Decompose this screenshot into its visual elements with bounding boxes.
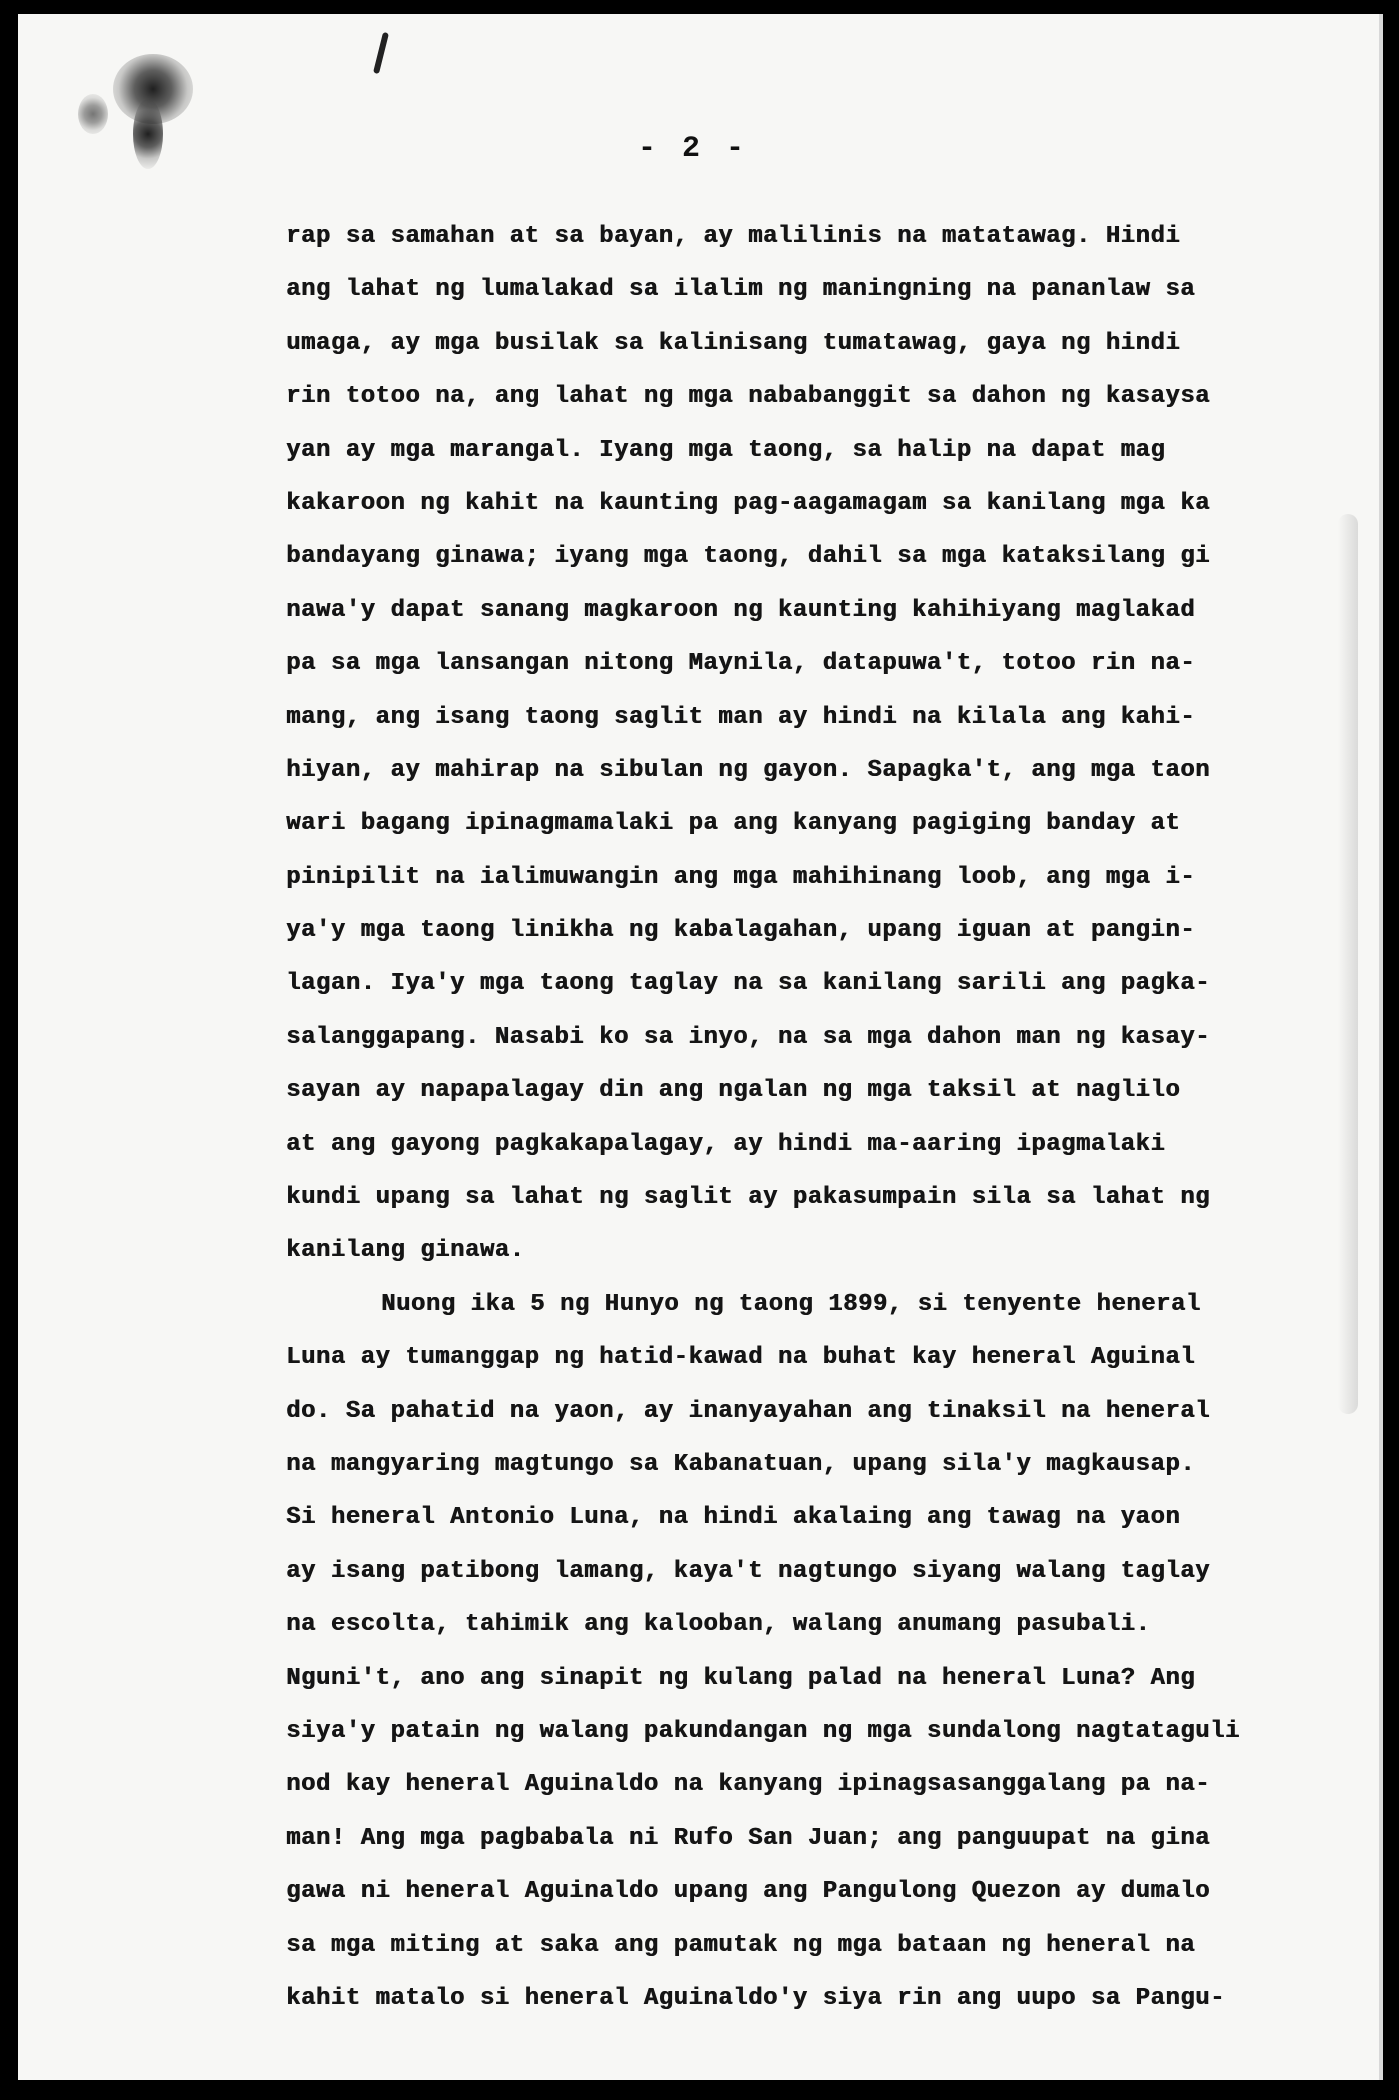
text-line: sayan ay napapalagay din ang ngalan ng mga taksil at naglilo xyxy=(286,1077,1181,1105)
document-page xyxy=(18,14,1383,2080)
text-line: ya'y mga taong linikha ng kabalagahan, upang iguan at pangin- xyxy=(286,917,1196,945)
text-line: lagan. Iya'y mga taong taglay na sa kanilang sarili ang pagka- xyxy=(286,970,1210,998)
text-line: kakaroon ng kahit na kaunting pag-aagamagam sa kanilang mga ka xyxy=(286,489,1210,517)
ink-smudge xyxy=(78,94,108,134)
text-line: mang, ang isang taong saglit man ay hindi na kilala ang kahi- xyxy=(286,703,1196,731)
text-line: kahit matalo si heneral Aguinaldo'y siya rin ang uupo sa Pangu- xyxy=(286,1984,1225,2012)
text-line: Luna ay tumanggap ng hatid-kawad na buhat kay heneral Aguinal xyxy=(286,1344,1196,1372)
text-line: rap sa samahan at sa bayan, ay malilinis na matatawag. Hindi xyxy=(286,223,1181,250)
text-line: nod kay heneral Aguinaldo na kanyang ipinagsasanggalang pa na- xyxy=(286,1771,1210,1799)
text-line: ay isang patibong lamang, kaya't nagtungo siyang walang taglay xyxy=(286,1557,1210,1585)
text-line: sa mga miting at saka ang pamutak ng mga bataan ng heneral na xyxy=(286,1931,1196,1959)
text-line: nawa'y dapat sanang magkaroon ng kaunting kahihiyang maglakad xyxy=(286,596,1196,624)
text-line: siya'y patain ng walang pakundangan ng mga sundalong nagtataguli xyxy=(286,1717,1240,1745)
text-line: Nguni't, ano ang sinapit ng kulang palad na heneral Luna? Ang xyxy=(286,1664,1196,1692)
text-line: at ang gayong pagkakapalagay, ay hindi ma-aaring ipagmalaki xyxy=(286,1130,1166,1158)
text-line: do. Sa pahatid na yaon, ay inanyayahan ang tinaksil na heneral xyxy=(286,1397,1210,1425)
text-line: na escolta, tahimik ang kalooban, walang anumang pasubali. xyxy=(286,1611,1151,1639)
paragraph-start-line: Nuong ika 5 ng Hunyo ng taong 1899, si tenyente heneral xyxy=(381,1290,1201,1318)
text-line: kundi upang sa lahat ng saglit ay pakasumpain sila sa lahat ng xyxy=(286,1184,1210,1212)
ink-smudge xyxy=(133,99,163,169)
text-line: gawa ni heneral Aguinaldo upang ang Pangulong Quezon ay dumalo xyxy=(286,1878,1210,1906)
text-line: pa sa mga lansangan nitong Maynila, datapuwa't, totoo rin na- xyxy=(286,650,1196,678)
pen-mark xyxy=(373,32,389,74)
text-line: man! Ang mga pagbabala ni Rufo San Juan; ang panguupat na gina xyxy=(286,1824,1210,1852)
text-line: hiyan, ay mahirap na sibulan ng gayon. Sapagka't, ang mga taon xyxy=(286,756,1210,784)
text-line: bandayang ginawa; iyang mga taong, dahil sa mga kataksilang gi xyxy=(286,543,1210,571)
page-edge-shadow xyxy=(1338,514,1358,1414)
text-line: kanilang ginawa. xyxy=(286,1237,525,1265)
typewritten-body xyxy=(286,210,1286,2025)
text-line: rin totoo na, ang lahat ng mga nababanggit sa dahon ng kasaysa xyxy=(286,383,1210,411)
text-line: yan ay mga marangal. Iyang mga taong, sa halip na dapat mag xyxy=(286,436,1166,464)
text-line: salanggapang. Nasabi ko sa inyo, na sa mga dahon man ng kasay- xyxy=(286,1023,1210,1051)
text-line: ang lahat ng lumalakad sa ilalim ng maningning na pananlaw sa xyxy=(286,276,1196,304)
text-line: umaga, ay mga busilak sa kalinisang tumatawag, gaya ng hindi xyxy=(286,329,1181,357)
text-line: wari bagang ipinagmamalaki pa ang kanyang pagiging banday at xyxy=(286,810,1181,838)
text-line: pinipilit na ialimuwangin ang mga mahihinang loob, ang mga i- xyxy=(286,863,1196,891)
text-line: Si heneral Antonio Luna, na hindi akalaing ang tawag na yaon xyxy=(286,1504,1181,1532)
page-number: - 2 - xyxy=(638,132,749,166)
text-line: na mangyaring magtungo sa Kabanatuan, upang sila'y magkausap. xyxy=(286,1450,1196,1478)
